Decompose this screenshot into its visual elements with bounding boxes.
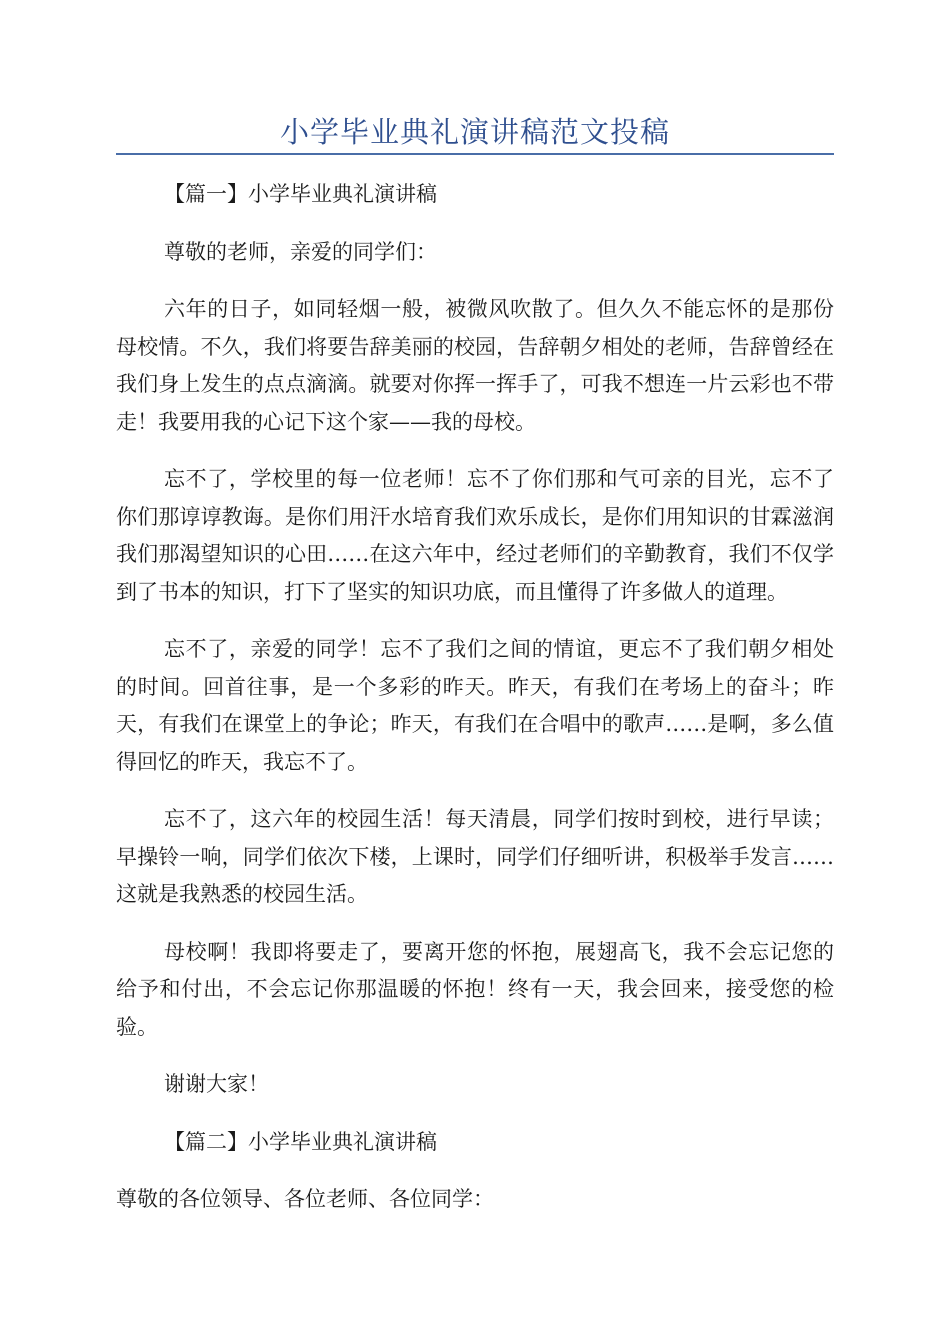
paragraph: 忘不了，亲爱的同学！忘不了我们之间的情谊，更忘不了我们朝夕相处的时间。回首往事，是一个多彩的昨天。昨天，有我们在考场上的奋斗；昨天，有我们在课堂上的争论；昨天，有我们在合唱中的歌声……是啊，多么值得回忆的昨天，我忘不了。 <box>116 637 834 774</box>
document-title: 小学毕业典礼演讲稿范文投稿 <box>279 115 670 149</box>
salutation-2: 尊敬的各位领导、各位老师、各位同学： <box>116 1187 494 1211</box>
title-underline <box>116 153 834 155</box>
paragraph: 六年的日子，如同轻烟一般，被微风吹散了。但久久不能忘怀的是那份母校情。不久，我们将要告辞美丽的校园，告辞朝夕相处的老师，告辞曾经在我们身上发生的点点滴滴。就要对你挥一挥手了，可我不想连一片云彩也不带走！我要用我的心记下这个家——我的母校。 <box>116 297 834 434</box>
closing-thanks: 谢谢大家！ <box>164 1072 269 1096</box>
paragraph: 忘不了，学校里的每一位老师！忘不了你们那和气可亲的目光，忘不了你们那谆谆教诲。是你们用汗水培育我们欢乐成长，是你们用知识的甘霖滋润我们那渴望知识的心田……在这六年中，经过老师们的辛勤教育，我们不仅学到了书本的知识，打下了坚实的知识功底，而且懂得了许多做人的道理。 <box>116 467 834 604</box>
section-heading-2: 【篇二】小学毕业典礼演讲稿 <box>164 1129 437 1154</box>
salutation-1: 尊敬的老师，亲爱的同学们： <box>164 239 437 264</box>
paragraph: 忘不了，这六年的校园生活！每天清晨，同学们按时到校，进行早读；早操铃一响，同学们依次下楼，上课时，同学们仔细听讲，积极举手发言……这就是我熟悉的校园生活。 <box>116 807 834 906</box>
section-heading-1: 【篇一】小学毕业典礼演讲稿 <box>164 182 437 206</box>
document-body <box>116 176 834 1239</box>
paragraph: 母校啊！我即将要走了，要离开您的怀抱，展翅高飞，我不会忘记您的给予和付出，不会忘记你那温暖的怀抱！终有一天，我会回来，接受您的检验。 <box>116 939 834 1039</box>
